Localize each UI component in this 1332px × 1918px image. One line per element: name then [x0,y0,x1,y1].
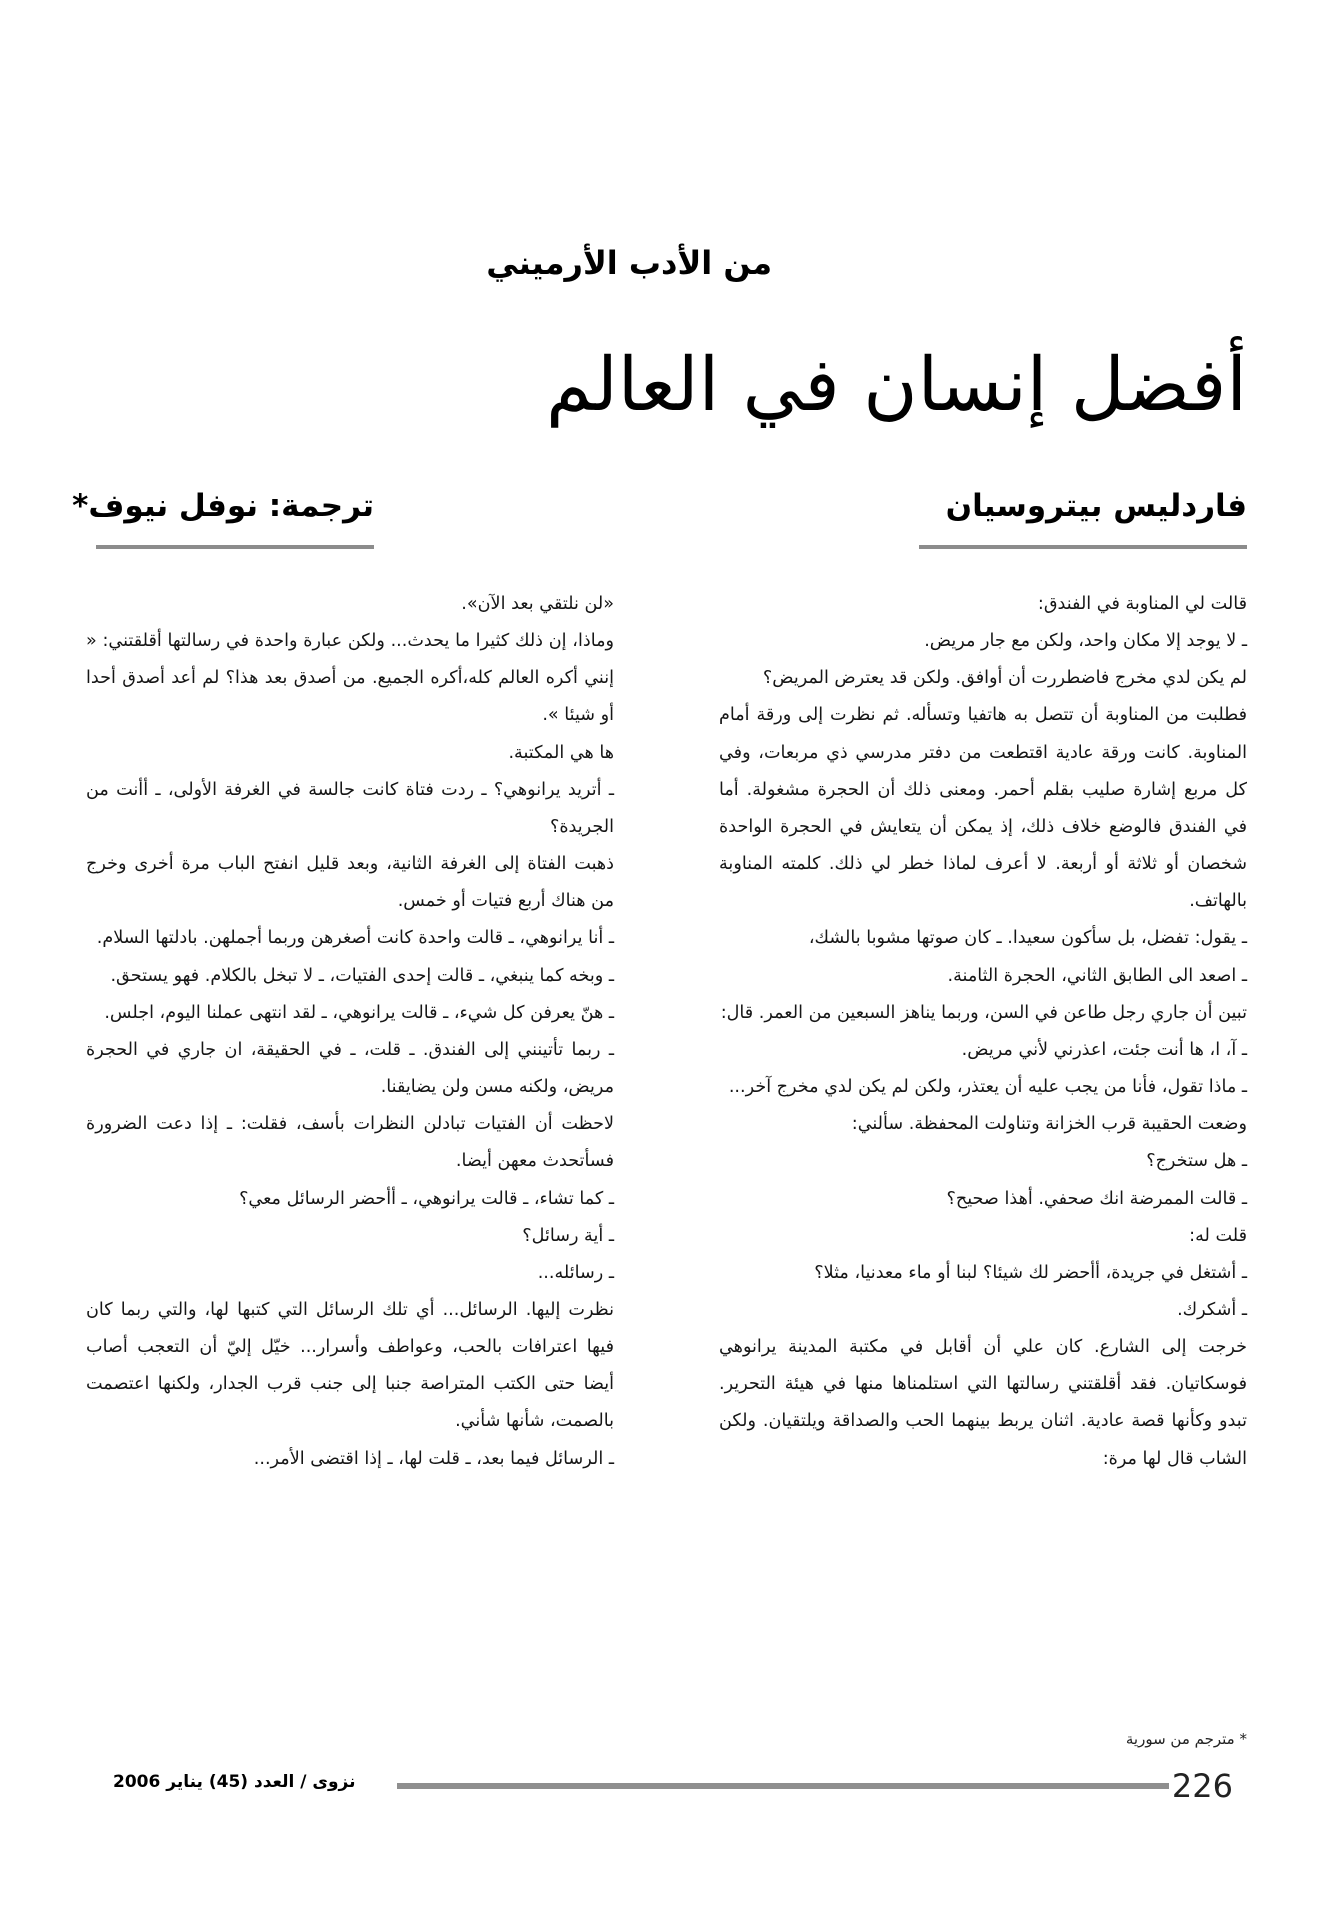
paragraph: ـ ماذا تقول، فأنا من يجب عليه أن يعتذر، ولكن لم يكن لدي مخرج آخر... [728,1077,1247,1098]
issue-info: نزوى / العدد (45) يناير 2006 [113,1772,356,1792]
paragraph: ـ يقول: تفضل، بل سأكون سعيدا. ـ كان صوتها مشوبا بالشك، [808,928,1247,949]
paragraph: ـ لا يوجد إلا مكان واحد، ولكن مع جار مريض. [924,631,1247,652]
paragraph: ـ قالت الممرضة انك صحفي. أهذا صحيح؟ [946,1188,1247,1209]
page-number: 226 [1171,1767,1233,1805]
paragraph: وضعت الحقيبة قرب الخزانة وتناولت المحفظة. سألني: [851,1114,1247,1135]
paragraph: قلت له: [1189,1225,1247,1246]
paragraph: ـ الرسائل فيما بعد، ـ قلت لها، ـ إذا اقتضى الأمر... [253,1448,614,1469]
paragraph: ها هي المكتبة. [508,742,614,763]
paragraph: ـ اصعد الى الطابق الثاني، الحجرة الثامنة. [947,965,1247,986]
article-title: أفضل إنسان في العالم [546,342,1247,428]
footer-rule [397,1783,1169,1789]
section-kicker: من الأدب الأرميني [486,244,772,282]
paragraph: خرجت إلى الشارع. كان علي أن أقابل في مكتبة المدينة يرانوهي فوسكاتيان. فقد أقلقتني رسالتها التي استلمناها منها في هيئة التحرير. تبدو وكأنها قصة عادية. اثنان يربط بينهما الحب والصداقة ويلتقيان. ولكن الشاب قال لها مرة: [719,1337,1247,1469]
author-rule [919,545,1247,549]
paragraph: ـ أتريد يرانوهي؟ ـ ردت فتاة كانت جالسة في الغرفة الأولى، ـ أأنت من الجريدة؟ [86,779,614,837]
paragraph: ذهبت الفتاة إلى الغرفة الثانية، وبعد قليل انفتح الباب مرة أخرى وخرج من هناك أربع فتيات أو خمس. [86,854,614,912]
paragraph: ـ ربما تأتينني إلى الفندق. ـ قلت، ـ في الحقيقة، ان جاري في الحجرة مريض، ولكنه مسن ولن يضايقنا. [86,1039,614,1098]
paragraph: فطلبت من المناوبة أن تتصل به هاتفيا وتسأله. ثم نظرت إلى ورقة أمام المناوبة. كانت ورقة عادية اقتطعت من دفتر مدرسي ذي مربعات، وفي كل مربع إشارة صليب بقلم أحمر. ومعنى ذلك أن الحجرة مشغولة. أما في الفندق فالوضع خلاف ذلك، إذ يمكن أن يتعايش في الحجرة الواحدة شخصان أو ثلاثة أو أربعة. لا أعرف لماذا خطر لي ذلك. كلمته المناوبة بالهاتف. [719,705,1247,912]
paragraph: ـ أشتغل في جريدة، أأحضر لك شيئا؟ لبنا أو ماء معدنيا، مثلا؟ [814,1262,1247,1283]
paragraph: لاحظت أن الفتيات تبادلن النظرات بأسف، فقلت: ـ إذا دعت الضرورة فسأتحدث معهن أيضا. [86,1114,614,1172]
translator-byline: ترجمة: نوفل نيوف* [72,488,374,524]
paragraph: وماذا، إن ذلك كثيرا ما يحدث... ولكن عبارة واحدة في رسالتها أقلقتني: « إنني أكره العالم كله،أكره الجميع. من أصدق بعد هذا؟ لم أعد أصدق أحدا أو شيئا ». [86,631,614,726]
paragraph: ـ آ، ا، ها أنت جئت، اعذرني لأني مريض. [961,1039,1247,1060]
paragraph: «لن نلتقي بعد الآن». [461,594,614,614]
paragraph: ـ رسائله... [537,1262,614,1283]
translator-footnote: * مترجم من سورية [1125,1730,1247,1748]
paragraph: ـ هل ستخرج؟ [1146,1151,1247,1172]
paragraph: ـ هنّ يعرفن كل شيء، ـ قالت يرانوهي، ـ لقد انتهى عملنا اليوم، اجلس. [104,1002,614,1023]
article-column-left [86,586,614,1478]
paragraph: ـ أية رسائل؟ [522,1225,614,1246]
article-column-right [719,586,1247,1478]
paragraph: ـ كما تشاء، ـ قالت يرانوهي، ـ أأحضر الرسائل معي؟ [239,1188,614,1209]
paragraph: نظرت إليها. الرسائل... أي تلك الرسائل التي كتبها لها، والتي ربما كان فيها اعترافات بالحب، وعواطف وأسرار... خيّل إليّ أن التعجب أصاب أيضا حتى الكتب المتراصة جنبا إلى جنب قرب الجدار، ولكنها اعتصمت بالصمت، شأنها شأني. [86,1299,614,1432]
paragraph: تبين أن جاري رجل طاعن في السن، وربما يناهز السبعين من العمر. قال: [720,1002,1247,1023]
paragraph: لم يكن لدي مخرج فاضطررت أن أوافق. ولكن قد يعترض المريض؟ [762,668,1247,689]
paragraph: قالت لي المناوبة في الفندق: [1037,594,1247,614]
author-byline: فاردليس بيتروسيان [945,488,1247,524]
paragraph: ـ أشكرك. [1177,1299,1247,1320]
paragraph: ـ أنا يرانوهي، ـ قالت واحدة كانت أصغرهن وربما أجملهن. بادلتها السلام. [96,928,614,949]
paragraph: ـ وبخه كما ينبغي، ـ قالت إحدى الفتيات، ـ لا تبخل بالكلام. فهو يستحق. [110,965,614,986]
translator-rule [96,545,374,549]
